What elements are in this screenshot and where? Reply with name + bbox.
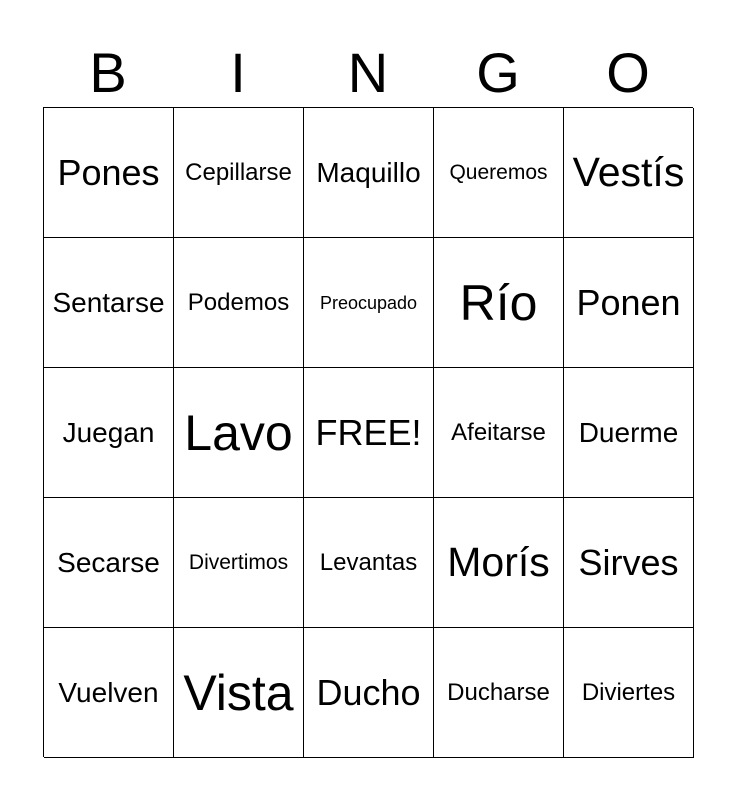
bingo-cell[interactable]: Ducharse	[434, 628, 564, 758]
bingo-cell[interactable]: Lavo	[174, 368, 304, 498]
header-letter-n: N	[347, 41, 389, 104]
bingo-board	[43, 107, 693, 757]
bingo-cell[interactable]: Levantas	[304, 498, 434, 628]
header-letter-g: G	[476, 41, 520, 104]
bingo-cell[interactable]: Maquillo	[304, 108, 434, 238]
header-letter-o: O	[606, 41, 650, 104]
bingo-cell[interactable]: Pones	[44, 108, 174, 238]
bingo-cell[interactable]: Secarse	[44, 498, 174, 628]
bingo-cell[interactable]: Diviertes	[564, 628, 694, 758]
bingo-cell[interactable]: Queremos	[434, 108, 564, 238]
free-space-cell[interactable]: FREE!	[304, 368, 434, 498]
bingo-cell[interactable]: Divertimos	[174, 498, 304, 628]
bingo-cell[interactable]: Duerme	[564, 368, 694, 498]
bingo-header	[43, 40, 693, 106]
bingo-cell[interactable]: Afeitarse	[434, 368, 564, 498]
header-letter-b: B	[89, 41, 127, 104]
bingo-cell[interactable]: Vestís	[564, 108, 694, 238]
bingo-cell[interactable]: Cepillarse	[174, 108, 304, 238]
bingo-cell[interactable]: Sentarse	[44, 238, 174, 368]
bingo-cell[interactable]: Sirves	[564, 498, 694, 628]
bingo-cell[interactable]: Juegan	[44, 368, 174, 498]
bingo-cell[interactable]: Río	[434, 238, 564, 368]
bingo-cell[interactable]: Vuelven	[44, 628, 174, 758]
bingo-cell[interactable]: Morís	[434, 498, 564, 628]
bingo-cell[interactable]: Podemos	[174, 238, 304, 368]
bingo-cell[interactable]: Ponen	[564, 238, 694, 368]
bingo-cell[interactable]: Preocupado	[304, 238, 434, 368]
header-letter-i: I	[230, 41, 246, 104]
bingo-cell[interactable]: Vista	[174, 628, 304, 758]
bingo-cell[interactable]: Ducho	[304, 628, 434, 758]
